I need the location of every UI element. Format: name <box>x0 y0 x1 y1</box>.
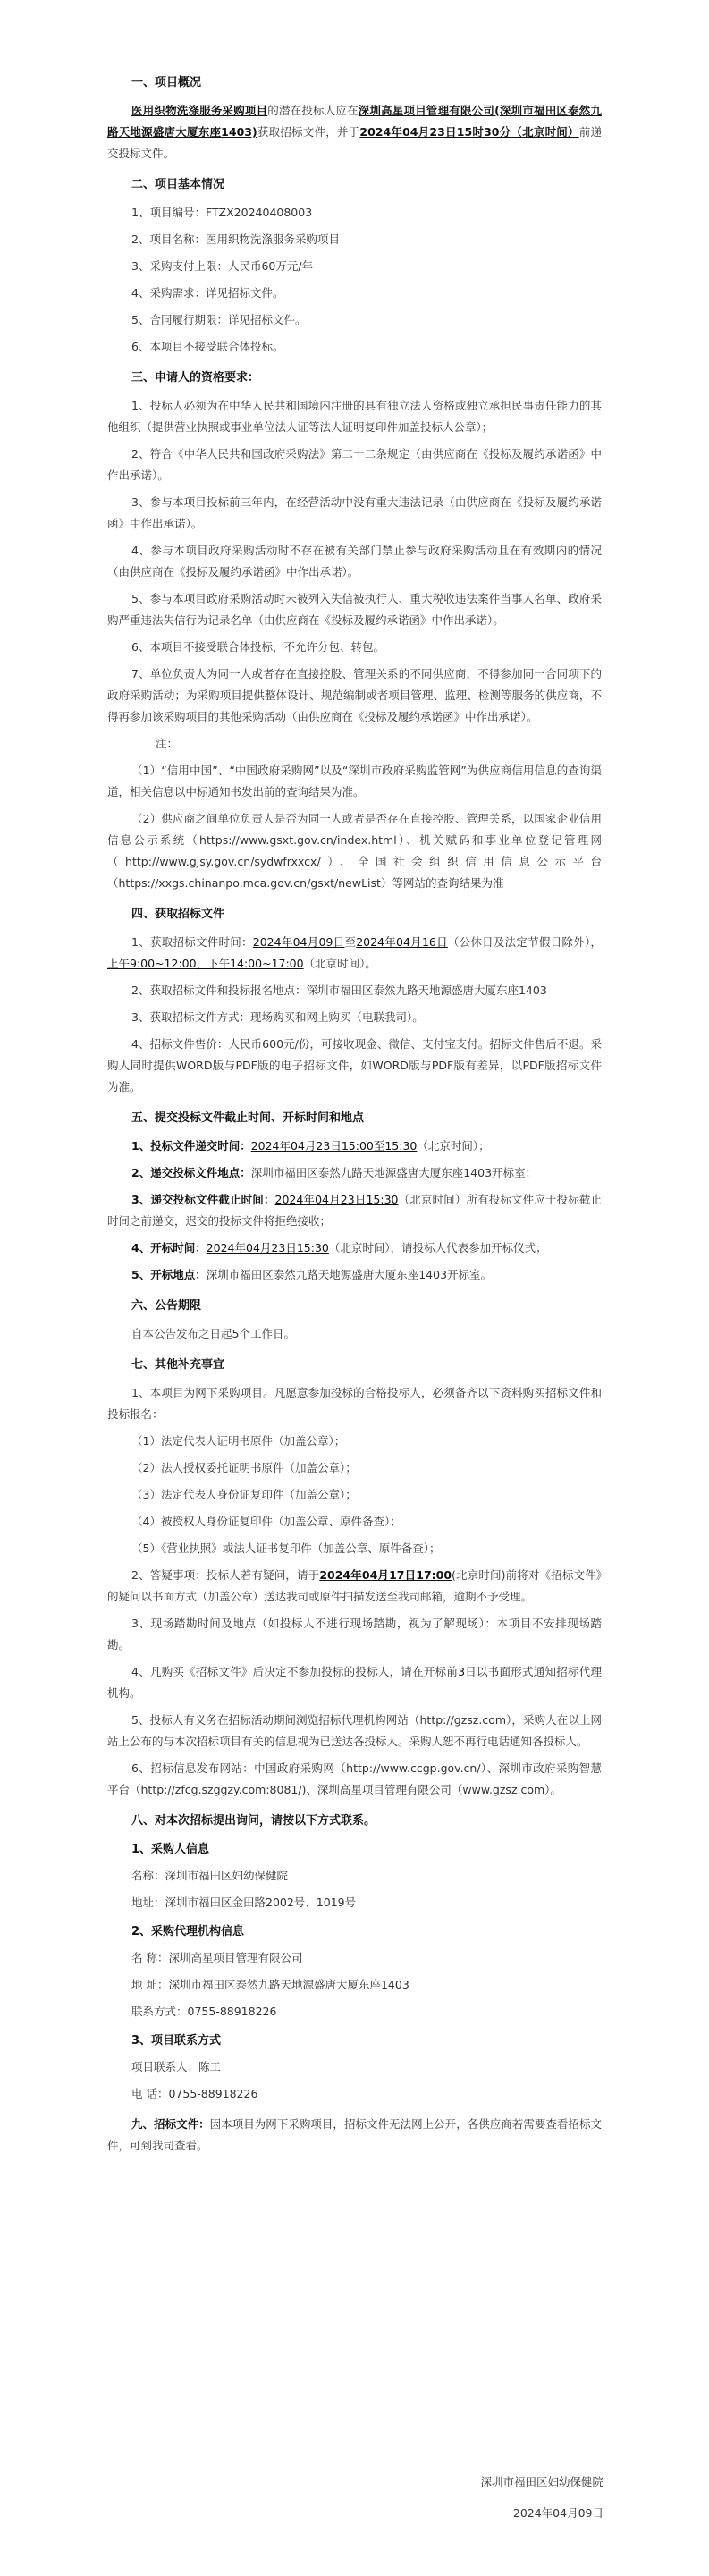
supplement-item: 5、投标人有义务在招标活动期间浏览招标代理机构网站（http://gzsz.com），采购人在以上网站上公布的与本次招标项目有关的信息视为已送达各投标人。采购人恕不再行电话通知各投标人。 <box>107 1713 602 1748</box>
opening-place: 5、开标地点：深圳市福田区泰然九路天地源盛唐大厦东座1403开标室。 <box>131 1268 493 1281</box>
qualification-item: 4、参与本项目政府采购活动时不存在被有关部门禁止参与政府采购活动且在有效期内的情况（由供应商在《投标及履约承诺函》中作出承诺）。 <box>107 544 602 579</box>
qualification-item: 7、单位负责人为同一人或者存在直接控股、管理关系的不同供应商，不得参加同一合同项下的政府采购活动；为采购项目提供整体设计、规范编制或者项目管理、监理、检测等服务的供应商，不得再参加该采购项目的其他采购活动（由供应商在《投标及履约承诺函》中作出承诺）。 <box>107 667 602 723</box>
qualification-item: 2、符合《中华人民共和国政府采购法》第二十二条规定（由供应商在《投标及履约承诺函》中作出承诺）。 <box>107 447 602 482</box>
agency-info-line: 地 址：深圳市福田区泰然九路天地源盛唐大厦东座1403 <box>131 1978 409 1991</box>
contact-heading: 3、项目联系方式 <box>131 2034 222 2048</box>
basic-info-item: 4、采购需求：详见招标文件。 <box>131 286 284 300</box>
section-3-heading: 三、申请人的资格要求： <box>131 371 260 384</box>
section-1-text: 医用织物洗涤服务采购项目的潜在投标人应在深圳高星项目管理有限公司(深圳市福田区泰然九路天地源盛唐大厦东座1403)获取招标文件，并于2024年04月23日15时30分（北京时间）前递交投标文件。 <box>107 104 602 160</box>
required-doc: （3）法定代表人身份证复印件（加盖公章）； <box>131 1488 357 1501</box>
required-doc: （2）法人授权委托证明书原件（加盖公章）； <box>131 1461 357 1474</box>
purchase-start-date: 2024年04月09日 <box>252 935 345 949</box>
buyer-info-line: 名称：深圳市福田区妇幼保健院 <box>131 1869 289 1882</box>
supplement-item: 1、本项目为网下采购项目。凡愿意参加投标的合格投标人，必须备齐以下资料购买招标文件和投标报名： <box>107 1386 602 1421</box>
opening-time: 4、开标时间：2024年04月23日15:30（北京时间），请投标人代表参加开标仪式； <box>131 1241 547 1254</box>
section-9-heading: 九、招标文件： <box>131 2117 210 2131</box>
supplement-item: 6、招标信息发布网站：中国政府采购网（http://www.ccgp.gov.cn/）、深圳市政府采购智慧平台（http://zfcg.szggzy.com:8081/)、深圳高星项目管理有限公司（www.gzsz.com）。 <box>107 1761 602 1796</box>
supplement-item: 4、凡购买《招标文件》后决定不参加投标的投标人，请在开标前3日以书面形式通知招标代理机构。 <box>107 1665 602 1700</box>
purchase-time: 1、获取招标文件时间：2024年04月09日至2024年04月16日（公休日及法定节假日除外），上午9:00~12:00，下午14:00~17:00（北京时间）。 <box>107 935 602 970</box>
basic-info-item: 1、项目编号：FTZX20240408003 <box>131 206 313 219</box>
supplement-item: 2、答疑事项：投标人若有疑问，请于2024年04月17日17:00(北京时间)前将对《招标文件》的疑问以书面方式（加盖公章）送达我司或原件扫描发送至我司邮箱，逾期不予受理。 <box>107 1568 602 1603</box>
section-1-heading: 一、项目概况 <box>131 76 202 89</box>
supplement-item: 3、现场踏勘时间及地点（如投标人不进行现场踏勘，视为了解现场）：本项目不安排现场踏勘。 <box>107 1617 602 1651</box>
basic-info-item: 2、项目名称：医用织物洗涤服务采购项目 <box>131 232 340 246</box>
qualification-item: 3、参与本项目投标前三年内，在经营活动中没有重大违法记录（由供应商在《投标及履约承诺函》中作出承诺）。 <box>107 495 602 530</box>
project-name-link: 医用织物洗涤服务采购项目 <box>131 104 268 117</box>
announcement-period: 自本公告发布之日起5个工作日。 <box>131 1327 295 1340</box>
required-doc: （4）被授权人身份证复印件（加盖公章、原件备查）； <box>131 1515 401 1528</box>
basic-info-item: 6、本项目不接受联合体投标。 <box>131 340 284 353</box>
qualification-item: 1、投标人必须为在中华人民共和国境内注册的具有独立法人资格或独立承担民事责任能力的其他组织（提供营业执照或事业单位法人证等法人证明复印件加盖投标人公章）； <box>107 399 602 434</box>
note-item: （2）供应商之间单位负责人是否为同一人或者是否存在直接控股、管理关系，以国家企业信用信息公示系统（https://www.gsxt.gov.cn/index.html）、机关赋码和事业单位登记管理网（http://www.gjsy.gov.cn/sydwfrxxcx/）、全国社会组织信用信息公示平台（https://xxgs.chinanpo.mca.gov.cn/gsxt/newList）等网站的查询结果为准 <box>107 812 602 890</box>
submission-deadline: 3、递交投标文件截止时间：2024年04月23日15:30（北京时间）所有投标文件应于投标截止时间之前递交，迟交的投标文件将拒绝接收； <box>107 1193 602 1228</box>
purchase-hours: 上午9:00~12:00，下午14:00~17:00 <box>107 957 304 970</box>
basic-info-item: 3、采购支付上限：人民币60万元/年 <box>131 259 314 273</box>
buyer-info-heading: 1、采购人信息 <box>131 1843 210 1856</box>
section-7-heading: 七、其他补充事宜 <box>131 1358 225 1372</box>
section-2-heading: 二、项目基本情况 <box>131 178 225 191</box>
section-8-heading: 八、对本次招标提出询问，请按以下方式联系。 <box>131 1814 376 1828</box>
purchase-item: 2、获取招标文件和投标报名地点：深圳市福田区泰然九路天地源盛唐大厦东座1403 <box>131 984 547 997</box>
submission-time: 1、投标文件递交时间：2024年04月23日15:00至15:30（北京时间）； <box>131 1139 490 1153</box>
note-item: （1）“信用中国”、“中国政府采购网”以及“深圳市政府采购监管网”为供应商信用信息的查询渠道，相关信息以中标通知书发出前的查询结果为准。 <box>107 764 602 798</box>
note-label: 注： <box>156 737 179 750</box>
purchase-item: 4、招标文件售价：人民币600元/份，可接收现金、微信、支付宝支付。招标文件售后不退。采购人同时提供WORD版与PDF版的电子招标文件，如WORD版与PDF版有差异，以PDF版招标文件为准。 <box>107 1037 602 1094</box>
agency-address: 深圳高星项目管理有限公司(深圳市福田区泰然九路天地源盛唐大厦东座1403) <box>107 104 602 139</box>
submission-place: 2、递交投标文件地点：深圳市福田区泰然九路天地源盛唐大厦东座1403开标室； <box>131 1166 537 1179</box>
purchase-item: 3、获取招标文件方式：现场购买和网上购买（电联我司）。 <box>131 1010 424 1024</box>
buyer-info-line: 地址：深圳市福田区金田路2002号、1019号 <box>131 1896 357 1909</box>
agency-info-line: 名 称：深圳高星项目管理有限公司 <box>131 1951 303 1964</box>
contact-line: 电 话：0755-88918226 <box>131 2087 258 2100</box>
deadline-text: 2024年04月23日15时30分（北京时间） <box>359 125 579 139</box>
section-9: 九、招标文件：因本项目为网下采购项目，招标文件无法网上公开，各供应商若需要查看招标文件，可到我司查看。 <box>107 2117 602 2152</box>
required-doc: （1）法定代表人证明书原件（加盖公章）； <box>131 1434 346 1448</box>
purchase-end-date: 2024年04月16日 <box>356 935 448 949</box>
contact-line: 项目联系人：陈工 <box>131 2060 222 2073</box>
section-5-heading: 五、提交投标文件截止时间、开标时间和地点 <box>131 1111 365 1125</box>
required-doc: （5）《营业执照》或法人证书复印件（加盖公章、原件备查）； <box>131 1541 441 1555</box>
agency-info-heading: 2、采购代理机构信息 <box>131 1925 245 1938</box>
basic-info-item: 5、合同履行期限：详见招标文件。 <box>131 313 307 326</box>
signature-date: 2024年04月09日 <box>512 2506 603 2520</box>
signature-org: 深圳市福田区妇幼保健院 <box>480 2475 603 2488</box>
qualification-item: 6、本项目不接受联合体投标，不允许分包、转包。 <box>131 640 384 654</box>
section-4-heading: 四、获取招标文件 <box>131 908 225 921</box>
section-6-heading: 六、公告期限 <box>131 1299 202 1313</box>
agency-info-line: 联系方式：0755-88918226 <box>131 2005 277 2018</box>
qualification-item: 5、参与本项目政府采购活动时未被列入失信被执行人、重大税收违法案件当事人名单、政府采购严重违法失信行为记录名单（由供应商在《投标及履约承诺函》中作出承诺）。 <box>107 592 602 627</box>
